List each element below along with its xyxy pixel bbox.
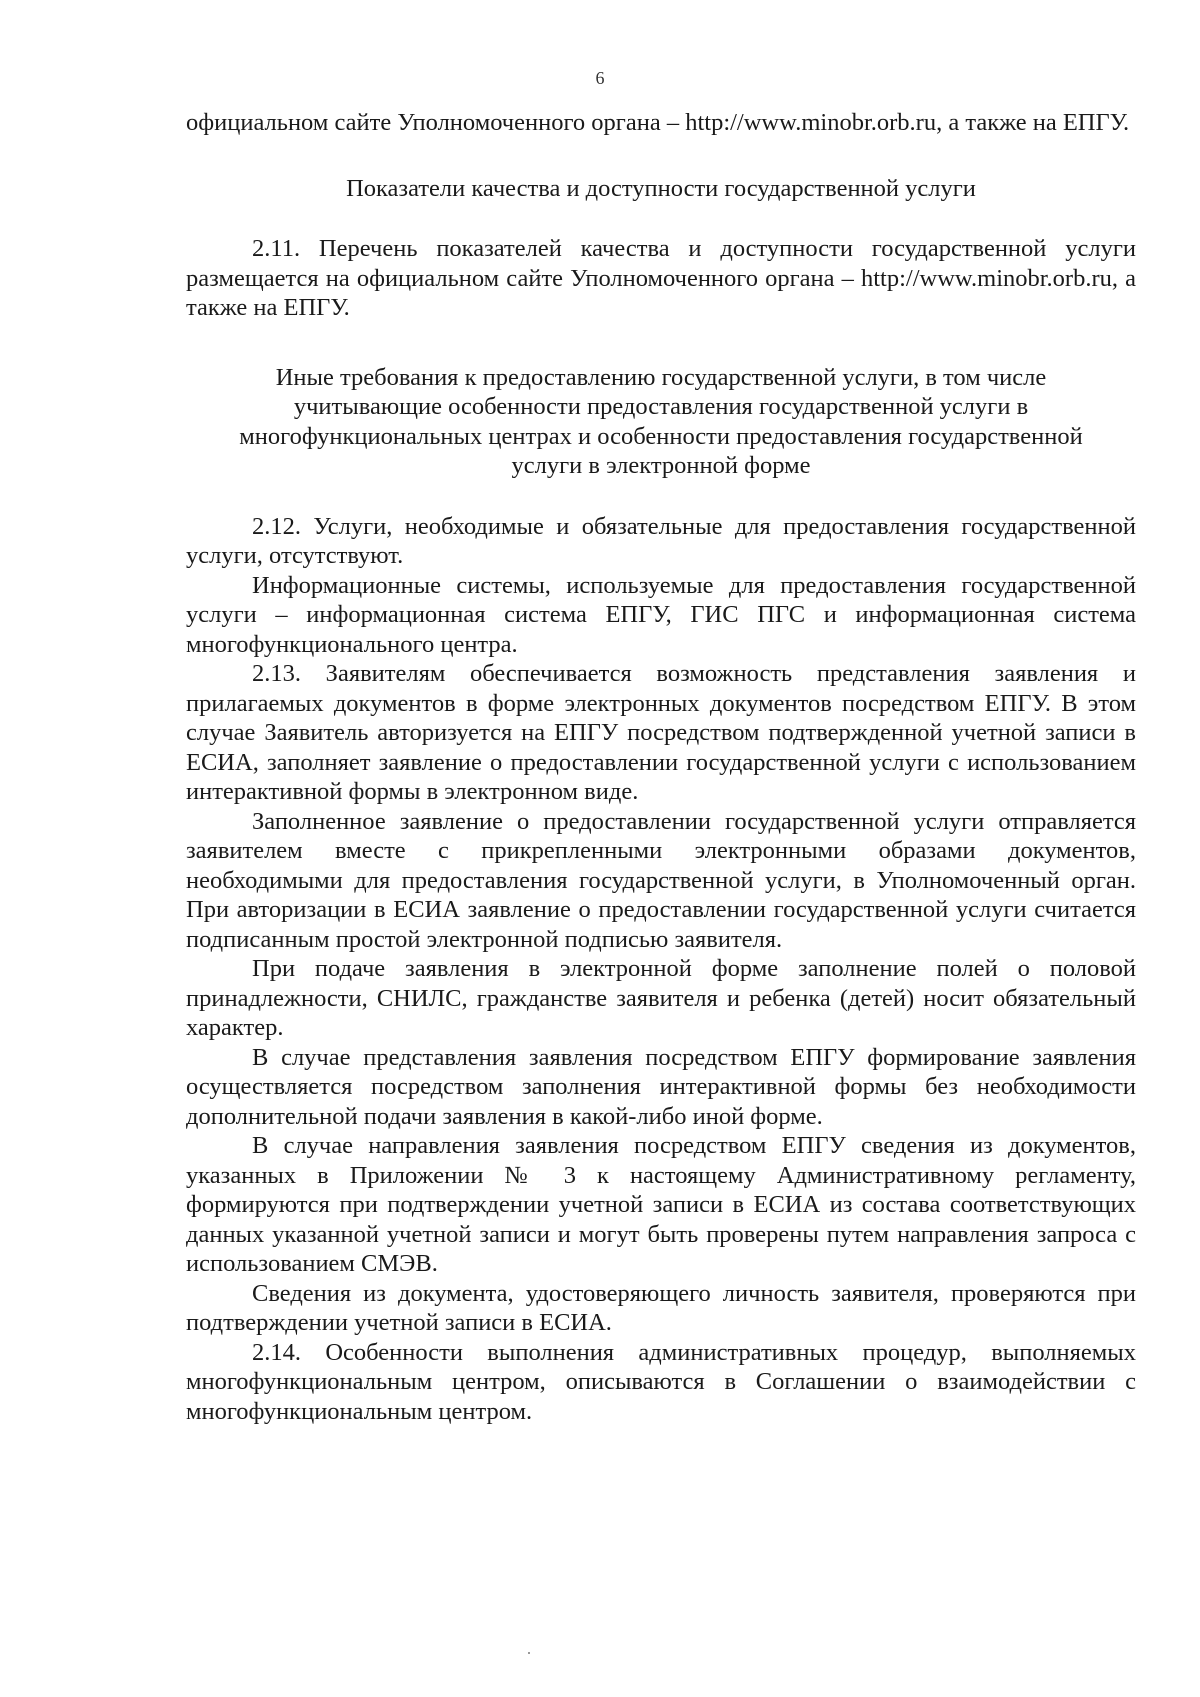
paragraph-continuation: официальном сайте Уполномоченного органа – http://www.minobr.orb.ru, а также на ЕПГУ. — [186, 109, 1130, 136]
section-heading-quality: Показатели качества и доступности государственной услуги — [346, 174, 976, 202]
document-body — [186, 108, 1136, 1426]
paragraph-esia-data: В случае направления заявления посредством ЕПГУ сведения из документов, указанных в Приложении № 3 к настоящему Административному регламенту, формируются при подтверждении учетной записи в ЕСИА из состава соответствующих данных указанной учетной записи и могут быть проверены путем направления запроса с использованием СМЭВ. — [186, 1132, 1136, 1277]
paragraph-2-14: 2.14. Особенности выполнения административных процедур, выполняемых многофункциональным центром, описываются в Соглашении о взаимодействии с многофункциональным центром. — [186, 1338, 1136, 1425]
paragraph-2-11: 2.11. Перечень показателей качества и доступности государственной услуги размещается на официальном сайте Уполномоченного органа – http://www.minobr.orb.ru, а также на ЕПГУ. — [186, 235, 1136, 321]
paragraph-mandatory-fields: При подаче заявления в электронной форме заполнение полей о половой принадлежности, СНИЛС, гражданстве заявителя и ребенка (детей) носит обязательный характер. — [186, 955, 1136, 1041]
paragraph-interactive-form: В случае представления заявления посредством ЕПГУ формирование заявления осуществляется посредством заполнения интерактивной формы без необходимости дополнительной подачи заявления в какой-либо иной форме. — [186, 1043, 1136, 1130]
page-number: 6 — [595, 68, 605, 88]
paragraph-filled-application: Заполненное заявление о предоставлении государственной услуги отправляется заявителем вместе с прикрепленными электронными образами документов, необходимыми для предоставления государственной услуги, в Уполномоченный орган. При авторизации в ЕСИА заявление о предоставлении государственной услуги считается подписанным простой электронной подписью заявителя. — [186, 807, 1136, 953]
paragraph-2-13: 2.13. Заявителям обеспечивается возможность представления заявления и прилагаемых документов в форме электронных документов посредством ЕПГУ. В этом случае Заявитель авторизуется на ЕПГУ посредством подтвержденной учетной записи в ЕСИА, заполняет заявление о предоставлении государственной услуги с использованием интерактивной формы в электронном виде. — [186, 660, 1136, 805]
paragraph-identity-document: Сведения из документа, удостоверяющего личность заявителя, проверяются при подтверждении учетной записи в ЕСИА. — [186, 1279, 1136, 1336]
paragraph-information-systems: Информационные системы, используемые для предоставления государственной услуги – информационная система ЕПГУ, ГИС ПГС и информационная система многофункционального центра. — [186, 571, 1136, 658]
paragraph-2-12: 2.12. Услуги, необходимые и обязательные для предоставления государственной услуги, отсутствуют. — [186, 512, 1136, 569]
section-heading-other-requirements: Иные требования к предоставлению государственной услуги, в том числе учитывающие особенности предоставления государственной услуги в многофункциональных центрах и особенности предоставления государственной услуги в электронной форме — [239, 363, 1083, 479]
scan-speck — [528, 1652, 530, 1654]
